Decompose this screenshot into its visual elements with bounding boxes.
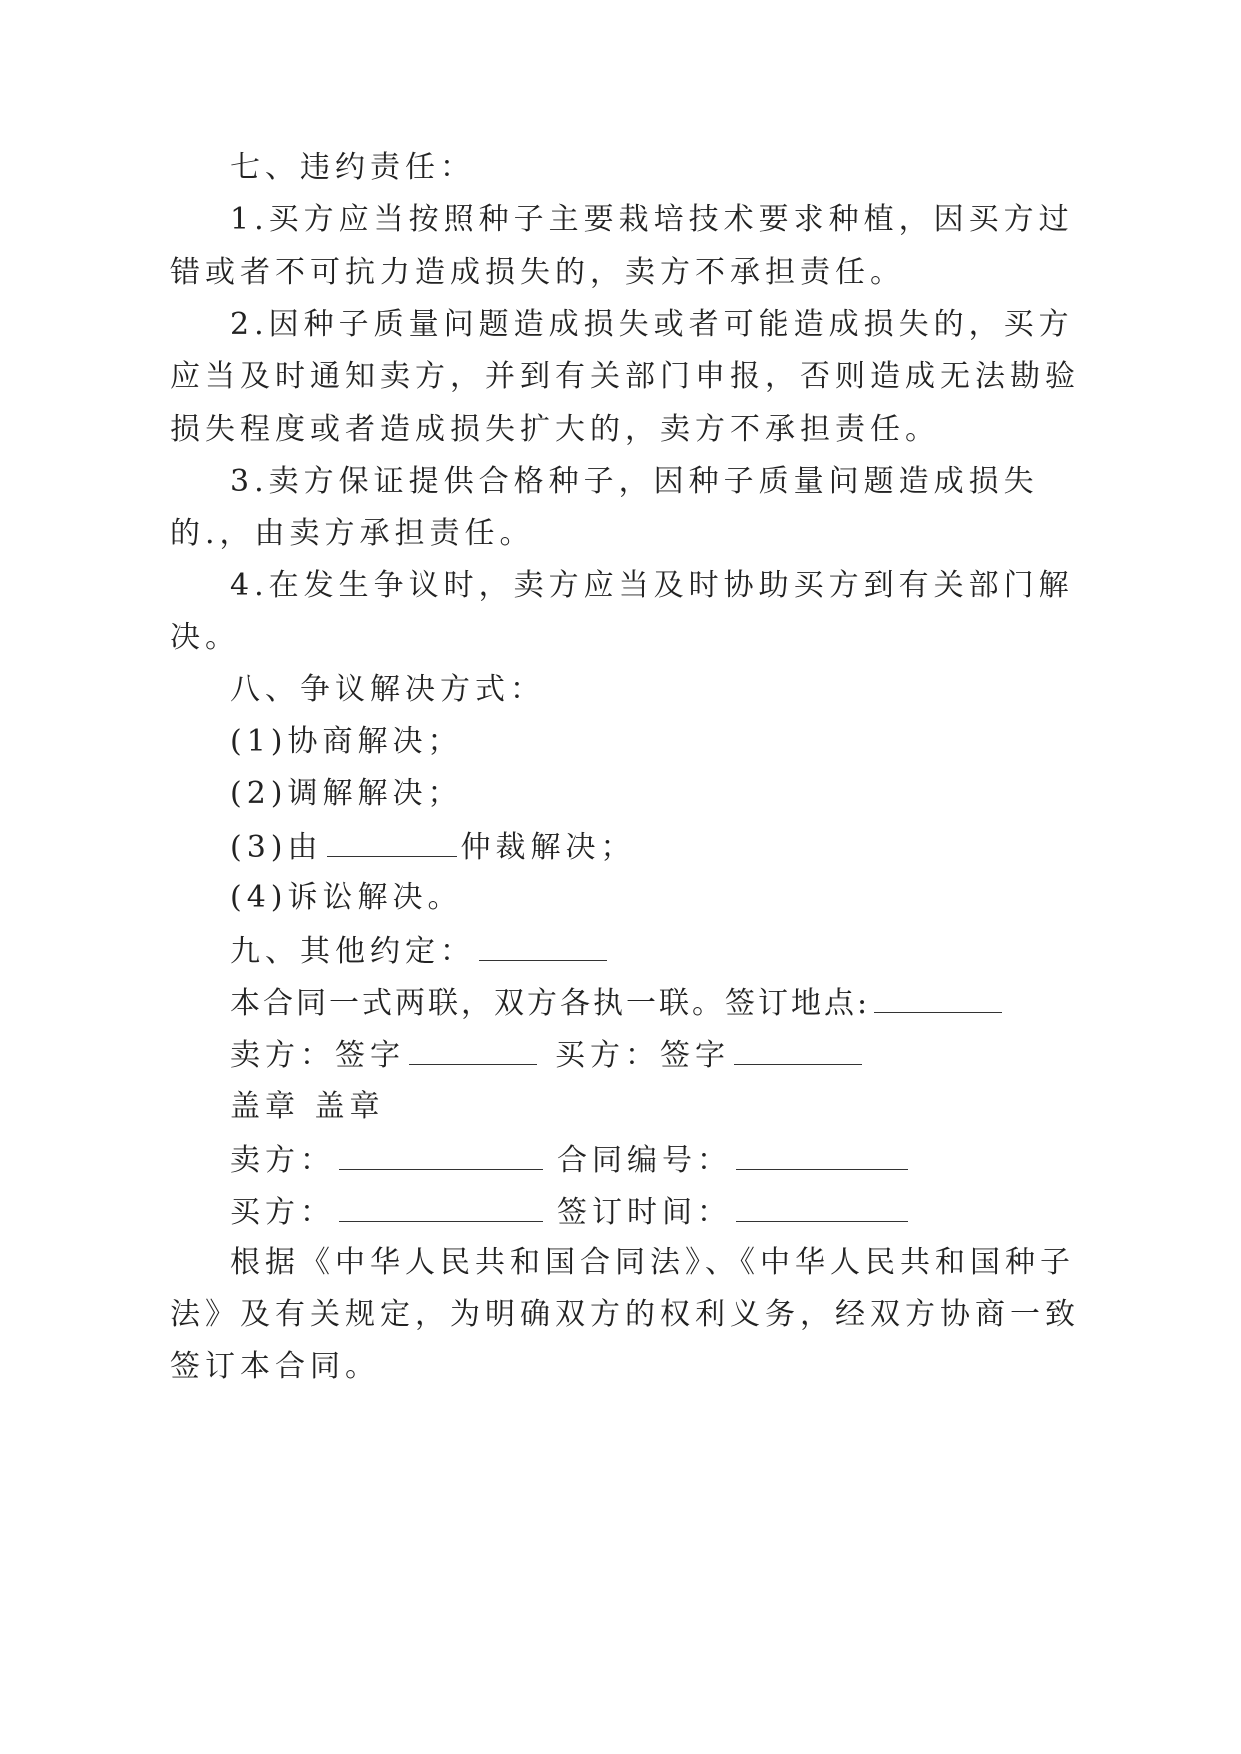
clause-7-2-line-1: 2.因种子质量问题造成损失或者可能造成损失的，买方	[230, 307, 1074, 342]
dispute-option-3-suffix: 仲裁解决；	[460, 830, 636, 865]
signature-line	[230, 1034, 866, 1074]
buyer-label: 买方：	[230, 1195, 335, 1230]
preamble-line-3: 签订本合同。	[170, 1349, 380, 1384]
arbitration-body-blank[interactable]	[327, 826, 457, 857]
buyer-sign-time-line	[230, 1191, 912, 1231]
buyer-name-blank[interactable]	[339, 1191, 543, 1222]
dispute-option-1: (1)协商解决；	[230, 724, 463, 759]
sign-time-label: 签订时间：	[557, 1195, 732, 1230]
clause-7-2-line-3: 损失程度或者造成损失扩大的，卖方不承担责任。	[170, 412, 940, 447]
sign-time-blank[interactable]	[736, 1191, 908, 1222]
clause-7-3-line-1: 3.卖方保证提供合格种子，因种子质量问题造成损失	[230, 464, 1039, 499]
seal-line: 盖章 盖章	[230, 1089, 385, 1124]
seller-signature-blank[interactable]	[409, 1034, 537, 1065]
seller-label: 卖方：	[230, 1143, 335, 1178]
contract-number-blank[interactable]	[736, 1139, 908, 1170]
clause-7-1-line-2: 错或者不可抗力造成损失的，卖方不承担责任。	[170, 255, 905, 290]
buyer-signature-blank[interactable]	[734, 1034, 862, 1065]
preamble-line-1: 根据《中华人民共和国合同法》、《中华人民共和国种子	[230, 1245, 1075, 1280]
section-8-heading: 八、争议解决方式：	[230, 672, 545, 707]
clause-7-4-line-1: 4.在发生争议时，卖方应当及时协助买方到有关部门解	[230, 568, 1074, 603]
clause-7-3-line-2: 的.，由卖方承担责任。	[170, 516, 535, 551]
copies-text: 本合同一式两联，双方各执一联。签订地点:	[230, 986, 871, 1021]
section-9-line	[230, 930, 611, 970]
copies-and-place-line	[230, 982, 1006, 1022]
buyer-signature-label: 买方：签字	[555, 1038, 730, 1073]
clause-7-4-line-2: 决。	[170, 620, 240, 655]
signing-place-blank[interactable]	[874, 982, 1002, 1013]
seller-contract-no-line	[230, 1139, 912, 1179]
dispute-option-3	[230, 826, 636, 866]
contract-number-label: 合同编号：	[557, 1143, 732, 1178]
section-7-heading: 七、违约责任：	[230, 150, 475, 185]
clause-7-1-line-1: 1.买方应当按照种子主要栽培技术要求种植，因买方过	[230, 202, 1074, 237]
dispute-option-2: (2)调解解决；	[230, 776, 463, 811]
clause-7-2-line-2: 应当及时通知卖方，并到有关部门申报，否则造成无法勘验	[170, 359, 1080, 394]
section-9-heading: 九、其他约定：	[230, 934, 475, 969]
seller-name-blank[interactable]	[339, 1139, 543, 1170]
preamble-line-2: 法》及有关规定，为明确双方的权利义务，经双方协商一致	[170, 1297, 1080, 1332]
dispute-option-4: (4)诉讼解决。	[230, 880, 463, 915]
dispute-option-3-prefix: (3)由	[230, 830, 323, 865]
other-terms-blank[interactable]	[479, 930, 607, 961]
seller-signature-label: 卖方：签字	[230, 1038, 405, 1073]
